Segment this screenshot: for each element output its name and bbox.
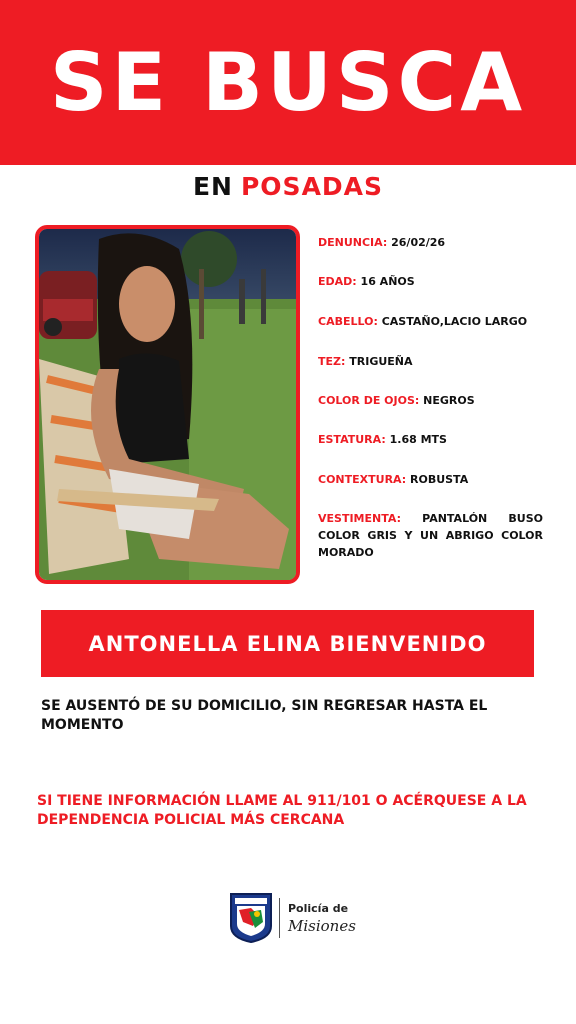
detail-label: ESTATURA: xyxy=(318,433,386,446)
person-photo-illustration xyxy=(39,229,296,580)
detail-value: 16 AÑOS xyxy=(360,275,415,288)
detail-vestimenta xyxy=(318,510,543,561)
footer-org-line1: Policía de xyxy=(288,901,349,915)
header-banner xyxy=(0,0,576,165)
detail-label: DENUNCIA: xyxy=(318,236,388,249)
footer-org-line2: Misiones xyxy=(288,916,356,935)
detail-value: NEGROS xyxy=(423,394,475,407)
detail-cabello xyxy=(318,313,543,330)
location-line xyxy=(0,172,576,201)
police-badge-icon xyxy=(229,892,273,944)
detail-label: CONTEXTURA: xyxy=(318,473,407,486)
footer-divider xyxy=(279,898,280,938)
absence-statement: SE AUSENTÓ DE SU DOMICILIO, SIN REGRESAR HASTA EL MOMENTO xyxy=(41,698,488,733)
missing-person-photo xyxy=(35,225,300,584)
detail-label: TEZ: xyxy=(318,355,346,368)
detail-label: CABELLO: xyxy=(318,315,378,328)
detail-value: ROBUSTA xyxy=(410,473,469,486)
detail-contextura xyxy=(318,471,543,488)
detail-tez xyxy=(318,353,543,370)
detail-label: VESTIMENTA: xyxy=(318,512,401,525)
person-name-banner xyxy=(41,610,534,677)
page-title: SE BUSCA xyxy=(49,35,527,129)
detail-value: TRIGUEÑA xyxy=(349,355,413,368)
detail-value: 26/02/26 xyxy=(391,236,446,249)
detail-color-ojos xyxy=(318,392,543,409)
detail-value: CASTAÑO,LACIO LARGO xyxy=(381,315,528,328)
location-city: POSADAS xyxy=(240,172,384,201)
detail-value: 1.68 MTS xyxy=(389,433,447,446)
person-name: ANTONELLA ELINA BIENVENIDO xyxy=(88,631,487,656)
detail-value: PANTALÓN BUSO COLOR GRIS Y UN ABRIGO COLOR MORADO xyxy=(318,512,543,559)
detail-denuncia xyxy=(318,234,543,251)
detail-label: EDAD: xyxy=(318,275,357,288)
detail-estatura xyxy=(318,431,543,448)
footer-org xyxy=(288,902,356,935)
detail-edad xyxy=(318,273,543,290)
contact-callout: SI TIENE INFORMACIÓN LLAME AL 911/101 O ACÉRQUESE A LA DEPENDENCIA POLICIAL MÁS CERCANA xyxy=(37,793,527,828)
footer-logo xyxy=(229,892,356,944)
detail-label: COLOR DE OJOS: xyxy=(318,394,420,407)
location-prefix: EN xyxy=(192,172,233,201)
